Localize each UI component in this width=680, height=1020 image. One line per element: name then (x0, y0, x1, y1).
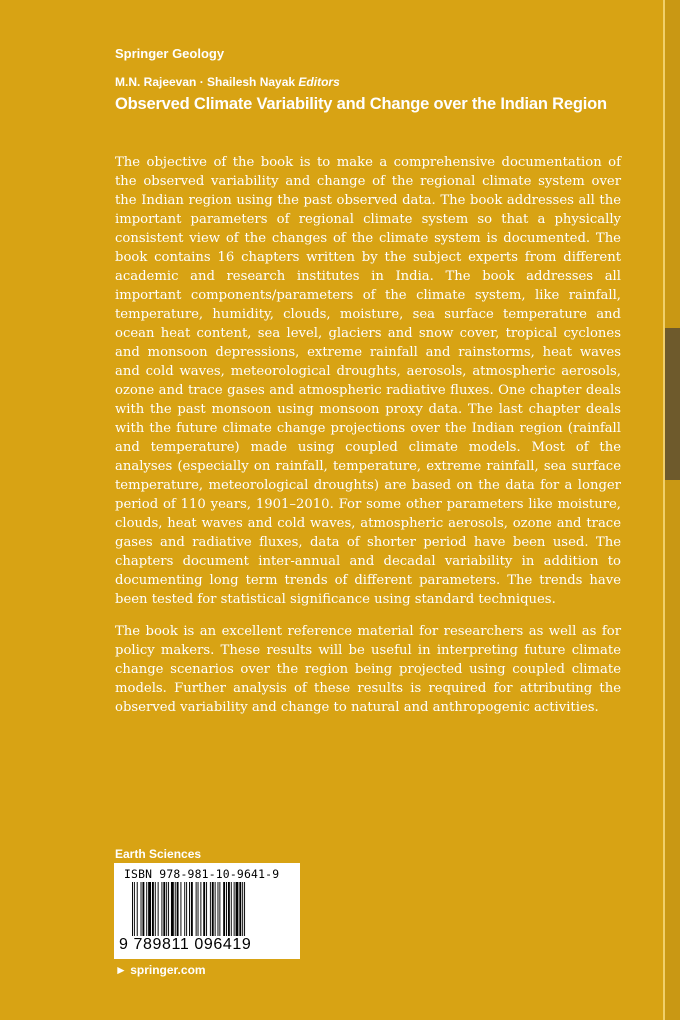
barcode-bar (236, 882, 239, 936)
isbn-label: ISBN 978-981-10-9641-9 (124, 867, 280, 881)
barcode-bar (196, 882, 197, 936)
series-name: Springer Geology (115, 46, 225, 61)
publisher-website: ► springer.com (115, 963, 206, 977)
barcode-bar (184, 882, 185, 936)
editors-line (115, 75, 340, 89)
barcode-bar (242, 882, 243, 936)
barcode-bar (231, 882, 232, 936)
barcode-bar (215, 882, 216, 936)
barcode-bar (155, 882, 156, 936)
barcode-bar (244, 882, 245, 936)
barcode-bar (203, 882, 205, 936)
book-title: Observed Climate Variability and Change over the Indian Region (115, 95, 607, 113)
barcode-bar (212, 882, 214, 936)
barcode-bar (189, 882, 190, 936)
barcode-bar (141, 882, 142, 936)
spine-strip (663, 0, 680, 1020)
barcode-bar (171, 882, 174, 936)
barcode-bar (137, 882, 138, 936)
barcode-bar (228, 882, 230, 936)
barcode-bar (223, 882, 225, 936)
barcode-bar (219, 882, 220, 936)
barcode-bar (180, 882, 181, 936)
barcode-bar (191, 882, 193, 936)
editors-role: Editors (298, 75, 340, 89)
barcode-bar (166, 882, 167, 936)
barcode-bar (198, 882, 199, 936)
barcode-bar (158, 882, 159, 936)
barcode-bar (177, 882, 179, 936)
book-description (115, 153, 621, 730)
barcode-bar (142, 882, 144, 936)
description-paragraph-1: The objective of the book is to make a comprehensive documentation of the observed variability and change of the regional climate system over the Indian region using the past observed data. The book addresses all the important parameters of regional climate system so that a physically consistent view of the changes of the climate system is documented. The book contains 16 chapters written by the subject experts from different academic and research institutes in India. The book addresses all important components/parameters of the climate system, like rainfall, temperature, humidity, clouds, moisture, sea surface temperature and ocean heat content, sea level, glaciers and snow cover, tropical cyclones and monsoon depressions, extreme rainfall and rainstorms, heat waves and cold waves, meteorological droughts, aerosols, atmospheric aerosols, ozone and trace gases and atmospheric radiative fluxes. One chapter deals with the past monsoon using monsoon proxy data. The last chapter deals with the future climate change projections over the Indian region (rainfall and temperature) made using coupled climate models. Most of the analyses (especially on rainfall, temperature, extreme rainfall, sea surface temperature, meteorological droughts) are based on the data for a longer period of 110 years, 1901–2010. For some other parameters like moisture, clouds, heat waves and cold waves, atmospheric aerosols, ozone and trace gases and radiative fluxes, data of shorter period have been used. The chapters document inter-annual and decadal variability in addition to documenting long term trends of different parameters. The trends have been tested for statistical significance using standard techniques. (115, 155, 621, 607)
barcode-bars (132, 882, 292, 936)
barcode-bar (210, 882, 211, 936)
barcode-bar (218, 882, 219, 936)
barcode-bar (132, 882, 133, 936)
subject-label: Earth Sciences (115, 847, 202, 861)
description-paragraph-2: The book is an excellent reference material for researchers as well as for policy makers. These results will be useful in interpreting future climate change scenarios over the region being projected using coupled climate models. Further analysis of these results is required for attributing the observed variability and change to natural and anthropogenic activities. (115, 624, 621, 715)
barcode-bar (175, 882, 176, 936)
barcode-bar (161, 882, 162, 936)
barcode (114, 863, 300, 959)
spine-band (665, 328, 680, 480)
barcode-bar (239, 882, 241, 936)
barcode-bar (168, 882, 169, 936)
barcode-bar (206, 882, 207, 936)
editor-names: M.N. Rajeevan · Shailesh Nayak (115, 75, 296, 89)
barcode-bar (146, 882, 147, 936)
barcode-bar (200, 882, 201, 936)
barcode-bar (163, 882, 165, 936)
barcode-bar (134, 882, 135, 936)
barcode-bar (148, 882, 151, 936)
barcode-bar (234, 882, 235, 936)
barcode-bar (226, 882, 227, 936)
barcode-bar (186, 882, 187, 936)
barcode-digits: 9 789811 096419 (119, 936, 252, 953)
barcode-bar (152, 882, 154, 936)
